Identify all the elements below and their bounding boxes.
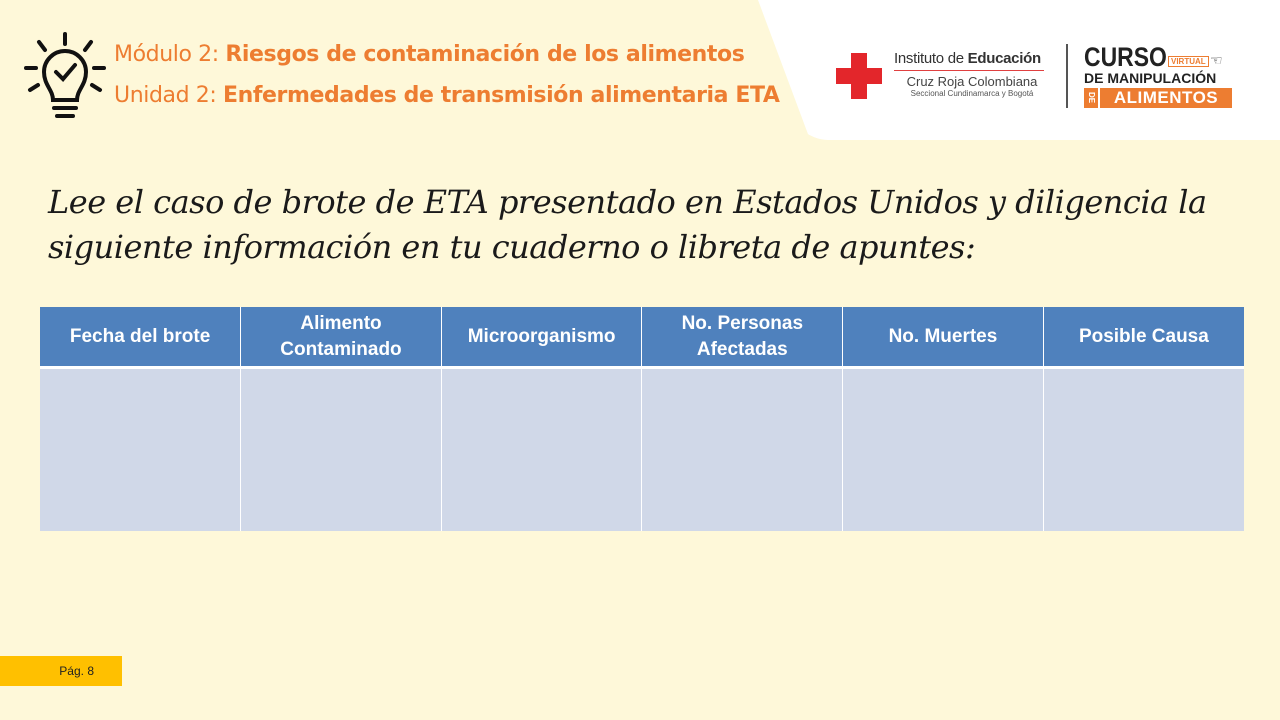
course-subtitle: DE MANIPULACIÓN — [1084, 70, 1217, 86]
logo-divider — [1066, 44, 1068, 108]
institute-org: Cruz Roja Colombiana — [906, 74, 1038, 89]
table-cell — [843, 368, 1044, 532]
lightbulb-check-icon — [22, 30, 108, 122]
table-row — [40, 368, 1244, 532]
institute-name: Instituto de Educación — [894, 50, 1041, 67]
course-alimentos: ALIMENTOS — [1100, 88, 1232, 108]
institute-rule — [894, 70, 1044, 71]
unit-heading — [114, 83, 780, 108]
module-heading — [114, 42, 744, 67]
table-cell — [241, 368, 442, 532]
instructions-text: Lee el caso de brote de ETA presentado en Estados Unidos y diligencia la siguiente información en tu cuaderno o libreta de apuntes: — [48, 183, 1207, 266]
column-header: No. Muertes — [843, 307, 1044, 368]
table-cell — [441, 368, 642, 532]
course-de-tag: DE — [1084, 88, 1098, 108]
institute-logo — [894, 50, 1050, 98]
page-number-badge: Pág. 8 — [0, 656, 122, 686]
table-cell — [1043, 368, 1244, 532]
virtual-badge: VIRTUAL — [1168, 56, 1209, 67]
column-header: Posible Causa — [1043, 307, 1244, 368]
worksheet-table — [40, 307, 1244, 531]
table-cell — [40, 368, 241, 532]
red-cross-icon — [834, 51, 884, 101]
column-header: Microorganismo — [441, 307, 642, 368]
institute-section: Seccional Cundinamarca y Bogotá — [910, 89, 1034, 98]
column-header: Fecha del brote — [40, 307, 241, 368]
course-word: CURSO — [1084, 42, 1167, 72]
table-cell — [642, 368, 843, 532]
column-header: Alimento Contaminado — [241, 307, 442, 368]
column-header: No. Personas Afectadas — [642, 307, 843, 368]
course-logo — [1084, 42, 1236, 112]
unit-title: Enfermedades de transmisión alimentaria ETA — [222, 83, 780, 108]
module-title: Riesgos de contaminación de los alimentos — [225, 42, 745, 67]
table-header-row — [40, 307, 1244, 368]
unit-prefix: Unidad 2: — [114, 83, 223, 108]
module-prefix: Módulo 2: — [114, 42, 226, 67]
pointer-hand-icon: ☜ — [1210, 52, 1223, 68]
